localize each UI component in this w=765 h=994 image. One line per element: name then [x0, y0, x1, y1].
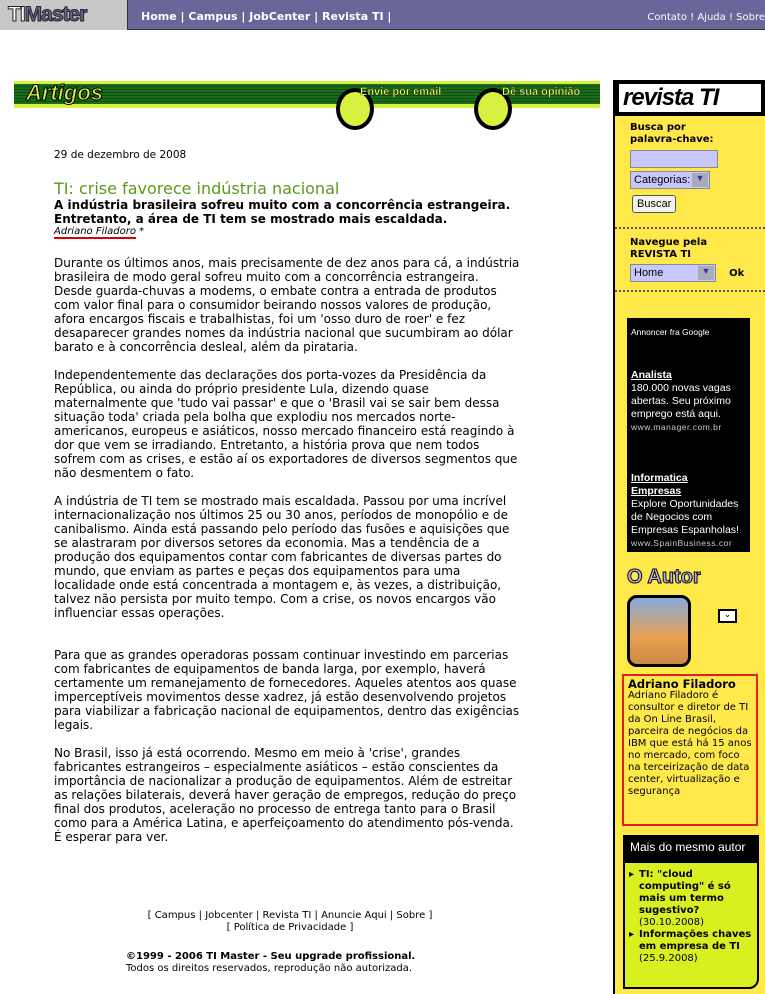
list-item — [629, 929, 753, 965]
footer-privacy[interactable]: Política de Privacidade — [233, 922, 347, 933]
author-name: Adriano Filadoro — [628, 677, 736, 691]
nav-home[interactable]: Home — [141, 10, 177, 23]
more-link[interactable]: TI: "cloud computing" é só mais um termo sugestivo? — [639, 869, 731, 916]
paragraph: Independentemente das declarações dos porta-vozes da Presidência da República, ou ainda do próprio presidente Lula, dizendo quase maternalmente que 'tudo vai passar' e que o 'Brasil vai se sair bem dessa situação toda' criada pela bolha que explodiu nos mercados norte-americanos, europeus e asiáticos, nosso mercado financeiro está reagindo à dor que vem se irradiando. Entretanto, a história prova que nem todos sofrem com as crises, e estão aí os exportadores de diversos segmentos que não desmentem o fato. — [54, 368, 518, 480]
search-button[interactable]: Buscar — [632, 195, 676, 213]
ad-title[interactable]: Analista — [631, 369, 672, 381]
paragraph: A indústria de TI tem se mostrado mais escaldada. Passou por uma incrível internacionalização nos últimos 25 ou 30 anos, períodos de monopólio e de canibalismo. Ainda está passando pelo período das fusões e aquisições que se alastraram por diversos setores da economia. Mas a tendência de a produção dos equipamentos contar com fabricantes de diversas partes do mundo, que enviam as partes e peças dos equipamentos para uma localidade onde está concentrada a montagem e, às vezes, a distribuição, talvez não persista por muito tempo. Com a crise, os novos encargos vão influenciar essas operações. — [54, 494, 510, 620]
author-mark: * — [139, 226, 145, 237]
sidebar — [613, 80, 765, 994]
search-label: Busca por palavra-chave: — [630, 122, 714, 145]
top-bar — [0, 0, 765, 30]
author-heading: O Autor — [627, 566, 701, 588]
divider — [615, 290, 765, 292]
footer-sobre[interactable]: Sobre — [396, 910, 426, 921]
more-from-author — [623, 835, 759, 989]
paragraph: Para que as grandes operadoras possam continuar investindo em parcerias com fabricantes de equipamentos de banda larga, por exemplo, haverá certamente um remanejamento de fornecedores. Aqueles atentos aos quase imperceptíveis movimentos desse xadrez, já estão desenvolvendo projetos para viabilizar a fabricação nacional de equipamentos, dentro das exigências legais. — [54, 648, 520, 732]
nav-jobcenter[interactable]: JobCenter — [249, 10, 311, 23]
author-bio-box — [622, 674, 758, 826]
ad-url[interactable]: www.SpainBusiness.cor — [631, 538, 733, 548]
ads-header: Annoncer fra Google — [631, 327, 710, 337]
revista-ti-logo: revista TI — [615, 80, 765, 116]
ad-title[interactable]: Informatica Empresas — [631, 472, 688, 497]
nav-revista-ti[interactable]: Revista TI — [322, 10, 384, 23]
revista-nav-select[interactable]: Home ▼ — [630, 264, 716, 282]
more-date: (30.10.2008) — [639, 917, 705, 928]
footer-jobcenter[interactable]: Jobcenter — [205, 910, 253, 921]
nav-ajuda[interactable]: Ajuda — [697, 12, 726, 23]
nav-contato[interactable]: Contato — [647, 12, 687, 23]
categories-select[interactable]: Categorias: ▼ — [630, 171, 710, 189]
divider — [615, 227, 765, 229]
author-bio: Adriano Filadoro é consultor e diretor de TI da On Line Brasil, parceira de negócios da IBM que está há 15 anos no mercado, com foco na terceirização de data center, virtualização e segurança — [628, 690, 752, 797]
copyright — [126, 951, 415, 975]
chevron-down-icon: ▼ — [698, 266, 714, 280]
give-opinion-button[interactable]: Dê sua opinião — [502, 86, 581, 98]
nav-campus[interactable]: Campus — [188, 10, 238, 23]
article-title: TI: crise favorece indústria nacional — [54, 179, 340, 198]
search-input[interactable] — [630, 150, 718, 168]
list-item — [629, 869, 753, 929]
article-body — [54, 256, 520, 858]
copyright-line: ©1999 - 2006 TI Master - Seu upgrade profissional. — [126, 951, 416, 962]
mail-icon[interactable]: ⌄ — [718, 609, 737, 623]
paragraph: Durante os últimos anos, mais precisamente de dez anos para cá, a indústria brasileira de modo geral sofreu muito com a concorrência estrangeira. Desde guarda-chuvas a modems, o embate contra a entrada de produtos com valor final para o consumidor beirando nossos valores de produção, afora encargos fiscais e trabalhistas, foi um 'osso duro de roer' e fez desaparecer grandes nomes da indústria nacional que sucumbiram ao dólar barato e à concorrência desleal, além da pirataria. — [54, 256, 520, 354]
send-email-button[interactable]: Envie por email — [360, 86, 442, 98]
ti-master-logo[interactable]: TIMaster — [0, 0, 128, 30]
footer-links: [ Campus | Jobcenter | Revista TI | Anuncie Aqui | Sobre ] [ Política de Privacidade ] — [147, 910, 433, 933]
banner-title: Artigos — [26, 80, 103, 105]
utility-nav: Contato ! Ajuda ! Sobre — [647, 12, 765, 23]
nav-sobre[interactable]: Sobre — [736, 12, 765, 23]
more-link[interactable]: Informações chaves em empresa de TI — [639, 929, 752, 952]
footer-anuncie[interactable]: Anuncie Aqui — [321, 910, 387, 921]
more-heading: Mais do mesmo autor — [625, 837, 757, 863]
paragraph: No Brasil, isso já está ocorrendo. Mesmo em meio à 'crise', grandes fabricantes estrangeiros – especialmente asiáticos – estão conscientes da importância de nacionalizar a produção de equipamentos. Além de estreitar as relações bilaterais, deverá haver geração de empregos, redução do preço final dos produtos, aceleração no processo de entrega tanto para o Brasil como para a América Latina, e aperfeiçoamento do atendimento pós-venda. É esperar para ver. — [54, 746, 517, 844]
ad-text: Explore Oportunidades de Negocios com Empresas Espanholas! — [631, 498, 739, 536]
artigos-banner — [14, 81, 600, 108]
ad-url[interactable]: www.manager.com.br — [631, 422, 722, 432]
author-photo — [627, 595, 691, 667]
author-link[interactable]: Adriano Filadoro — [54, 226, 136, 237]
google-ads — [627, 318, 750, 552]
main-nav: Home | Campus | JobCenter | Revista TI | — [141, 10, 392, 23]
rights-line: Todos os direitos reservados, reprodução não autorizada. — [126, 963, 413, 974]
ad-text: 180.000 novas vagas abertas. Seu próximo emprego está aqui. — [631, 382, 731, 420]
article-date: 29 de dezembro de 2008 — [54, 149, 187, 161]
footer-revista[interactable]: Revista TI — [262, 910, 312, 921]
nav-label: Navegue pela REVISTA TI — [630, 237, 708, 260]
article-subtitle: A indústria brasileira sofreu muito com a concorrência estrangeira. Entretanto, a área de TI tem se mostrado mais escaldada. — [54, 198, 511, 226]
chevron-down-icon: ▼ — [692, 173, 708, 187]
ok-button[interactable]: Ok — [729, 268, 745, 279]
more-date: (25.9.2008) — [639, 953, 698, 964]
footer-campus[interactable]: Campus — [154, 910, 196, 921]
article-author — [54, 226, 144, 237]
